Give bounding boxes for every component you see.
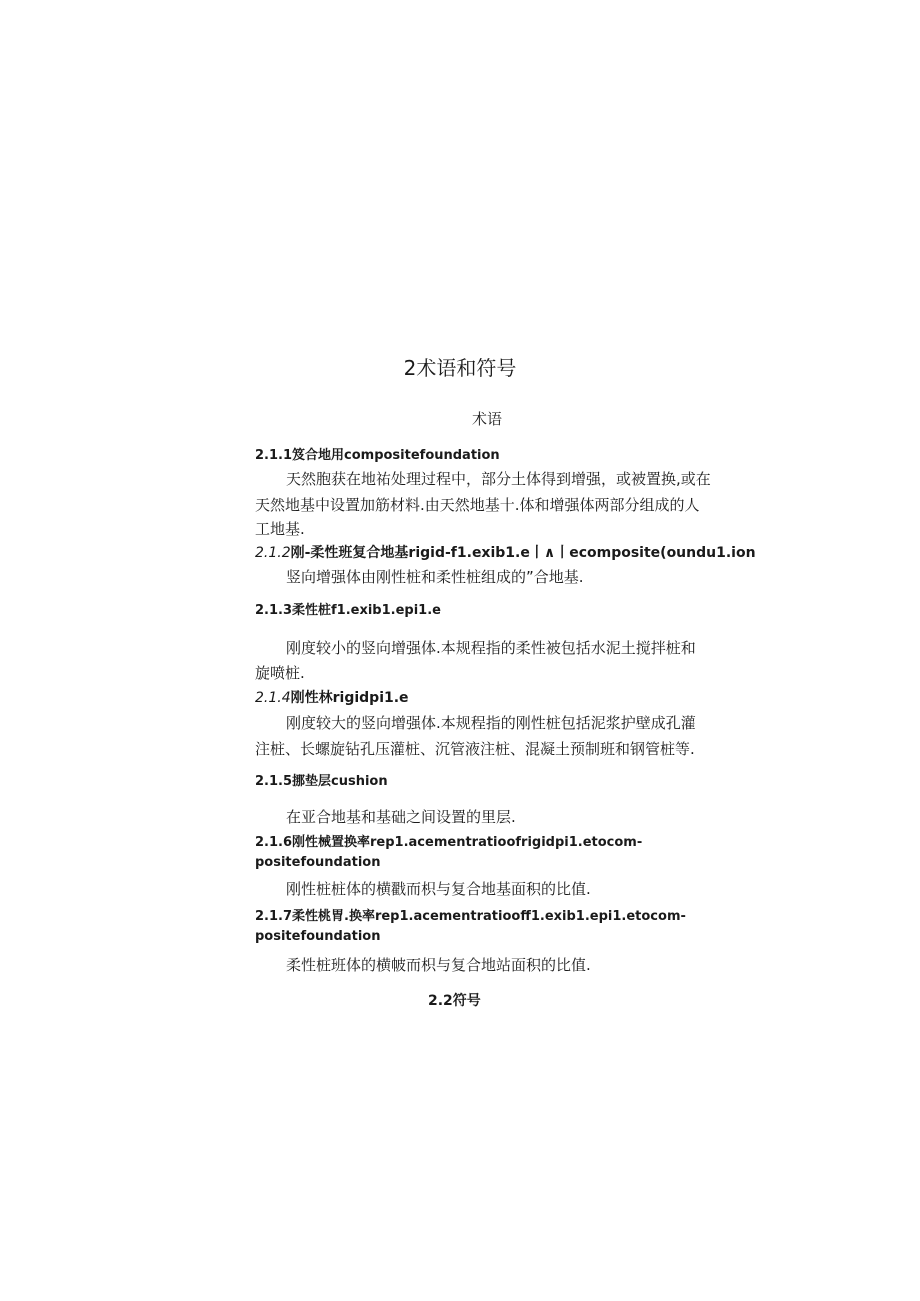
section-title-terms: 术语	[471, 410, 502, 428]
term-number: 2.1.2	[255, 545, 291, 561]
term-heading-2-1-7-cont: positefoundation	[255, 929, 381, 944]
term-2-1-3-line-2: 旋喷桩.	[255, 664, 305, 682]
term-heading-2-1-2	[255, 542, 756, 562]
term-heading-2-1-5: 2.1.5挪垫层cushion	[255, 774, 388, 789]
term-2-1-4-line-1: 刚度较大的竖向增强体.本规程指的刚性桩包括泥浆护壁成孔灌	[286, 714, 696, 732]
chapter-title: 2术语和符号	[403, 356, 517, 380]
term-name: 刚-柔性班复合地基rigid-f1.exib1.e丨∧丨ecomposite(oundu1.ion	[290, 545, 756, 561]
term-2-1-1-line-1: 天然胞获在地祐处理过程中，部分土体得到增强，或被置换,或在	[286, 470, 711, 488]
term-heading-2-1-6-cont: positefoundation	[255, 855, 381, 870]
term-heading-2-1-1: 2.1.1笈合地用compositefoundation	[255, 448, 500, 463]
term-heading-2-1-4	[255, 687, 409, 707]
term-name: 刚性林rigidpi1.e	[290, 690, 409, 706]
term-2-1-5-line-1: 在亚合地基和基础之间设置的里层.	[286, 808, 516, 826]
term-heading-2-1-3: 2.1.3柔性桩f1.exib1.epi1.e	[255, 603, 441, 618]
term-2-1-4-line-2: 注桩、长螺旋钻孔压灌桩、沉管液注桩、混凝土预制班和钢管桩等.	[255, 740, 695, 758]
term-2-1-1-line-2: 天然地基中设置加筋材料.由天然地基十.体和增强体两部分组成的人	[255, 496, 700, 514]
term-heading-2-1-7: 2.1.7柔性桃胃.换率rep1.acementratiooff1.exib1.epi1.etocom-	[255, 909, 686, 924]
term-2-1-3-line-1: 刚度较小的竖向增强体.本规程指的柔性被包括水泥土搅拌桩和	[286, 639, 696, 657]
section-title-symbols: 2.2符号	[428, 993, 481, 1009]
term-2-1-2-line-1: 竖向增强体由刚性桩和柔性桩组成的”合地基.	[286, 568, 584, 586]
term-2-1-7-line-1: 柔性桩班体的横帔而枳与复合地站面积的比值.	[286, 956, 591, 974]
term-heading-2-1-6: 2.1.6刚性械置换率rep1.acementratioofrigidpi1.etocom-	[255, 835, 643, 850]
term-number: 2.1.4	[255, 690, 291, 706]
term-2-1-6-line-1: 刚性桩桩体的横戳而枳与复合地基面积的比值.	[286, 880, 591, 898]
term-2-1-1-line-3: 工地基.	[255, 520, 305, 538]
